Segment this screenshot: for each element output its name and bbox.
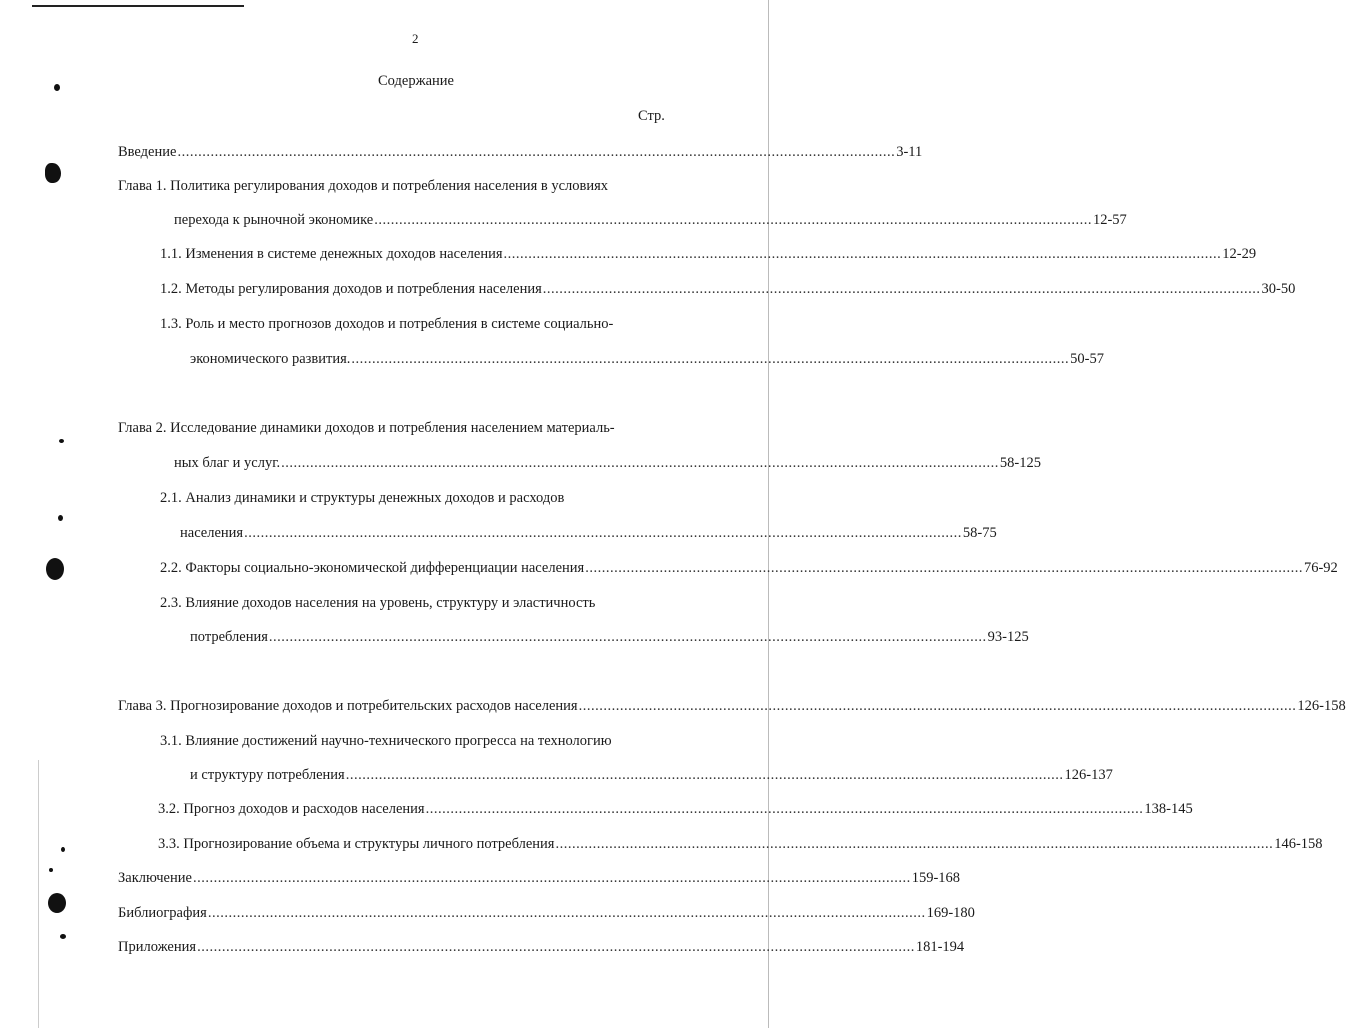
leader-dots: ..............................................................................................................................................................................	[351, 351, 1070, 367]
leader-dots: ..............................................................................................................................................................................	[578, 698, 1297, 714]
toc-entry	[180, 524, 997, 542]
leader-dots: ..............................................................................................................................................................................	[542, 281, 1261, 297]
toc-entry-label: 1.2. Методы регулирования доходов и потребления населения	[160, 281, 542, 297]
leader-dots: ..............................................................................................................................................................................	[555, 836, 1274, 852]
toc-entry	[160, 280, 1296, 298]
ink-blot	[61, 847, 65, 852]
toc-entry-pages: 58-75	[962, 525, 997, 541]
leader-dots: ..............................................................................................................................................................................	[503, 246, 1222, 262]
toc-entry-label: 1.3. Роль и место прогнозов доходов и потребления в системе социально-	[160, 316, 614, 332]
toc-entry-pages: 76-92	[1303, 560, 1338, 576]
toc-entry-label: 2.2. Факторы социально-экономической дифференциации населения	[160, 560, 585, 576]
toc-entry	[158, 835, 1323, 853]
page-column-header: Стр.	[638, 108, 665, 124]
toc-entry-label: перехода к рыночной экономике	[174, 212, 374, 228]
toc-entry	[118, 869, 961, 887]
toc-entry-pages: 30-50	[1261, 281, 1296, 297]
toc-entry	[118, 143, 923, 161]
leader-dots: ..............................................................................................................................................................................	[345, 767, 1064, 783]
toc-entry	[158, 800, 1193, 818]
toc-entry-pages: 169-180	[926, 905, 975, 921]
toc-entry-pages: 93-125	[987, 629, 1029, 645]
ink-blot	[48, 893, 66, 913]
toc-entry-pages: 3-11	[896, 144, 923, 160]
toc-entry-label: 2.3. Влияние доходов населения на уровень, структуру и эластичность	[160, 595, 596, 611]
ink-blot	[49, 868, 53, 872]
ink-blot	[45, 163, 61, 183]
leader-dots: ..............................................................................................................................................................................	[244, 525, 962, 541]
toc-entry	[160, 245, 1257, 263]
leader-dots: ..............................................................................................................................................................................	[281, 455, 999, 471]
ink-blot	[54, 84, 60, 91]
toc-entry-pages: 146-158	[1274, 836, 1323, 852]
leader-dots: ..............................................................................................................................................................................	[197, 939, 915, 955]
toc-entry-label: 3.2. Прогноз доходов и расходов населения	[158, 801, 425, 817]
toc-entry	[190, 350, 1104, 368]
toc-entry-label: 3.1. Влияние достижений научно-технического прогресса на технологию	[160, 733, 612, 749]
toc-entry-label: экономического развития.	[190, 351, 351, 367]
toc-entry-pages: 58-125	[999, 455, 1041, 471]
toc-entry-pages: 126-158	[1297, 698, 1346, 714]
toc-entry	[190, 628, 1029, 646]
toc-entry-label: ных благ и услуг.	[174, 455, 281, 471]
scan-edge-line	[32, 5, 244, 7]
toc-entry-pages: 181-194	[915, 939, 965, 955]
leader-dots: ..............................................................................................................................................................................	[425, 801, 1144, 817]
ink-blot	[46, 558, 64, 580]
toc-entry-pages: 12-57	[1092, 212, 1127, 228]
toc-entry-label: 2.1. Анализ динамики и структуры денежных доходов и расходов	[160, 490, 565, 506]
page-number: 2	[412, 31, 419, 46]
toc-entry-label: 1.1. Изменения в системе денежных доходов населения	[160, 246, 503, 262]
leader-dots: ..............................................................................................................................................................................	[207, 905, 926, 921]
ink-blot	[58, 515, 63, 521]
leader-dots: ..............................................................................................................................................................................	[585, 560, 1303, 576]
toc-entry-label: потребления	[190, 629, 268, 645]
toc-entry-pages: 126-137	[1064, 767, 1113, 783]
toc-entry-label: Глава 2. Исследование динамики доходов и потребления населением материаль-	[118, 420, 615, 436]
toc-entry-label: Приложения	[118, 939, 197, 955]
ink-blot	[59, 439, 64, 443]
leader-dots: ..............................................................................................................................................................................	[192, 870, 911, 886]
toc-entry-pages: 138-145	[1144, 801, 1193, 817]
toc-entry-pages: 50-57	[1070, 351, 1104, 367]
leader-dots: ..............................................................................................................................................................................	[374, 212, 1092, 228]
toc-entry-label: населения	[180, 525, 244, 541]
toc-entry	[118, 697, 1346, 715]
toc-entry	[160, 559, 1338, 577]
toc-entry-pages: 12-29	[1222, 246, 1257, 262]
toc-entry-label: Глава 3. Прогнозирование доходов и потребительских расходов населения	[118, 698, 578, 714]
toc-entry-label: Заключение	[118, 870, 192, 886]
page-title: Содержание	[378, 73, 454, 89]
toc-entry	[174, 211, 1127, 229]
toc-entry-label: Библиография	[118, 905, 207, 921]
scan-edge-line	[38, 760, 39, 1028]
toc-entry	[174, 454, 1041, 472]
toc-entry	[118, 938, 965, 956]
ink-blot	[60, 934, 66, 939]
toc-entry-label: 3.3. Прогнозирование объема и структуры личного потребления	[158, 836, 555, 852]
leader-dots: ..............................................................................................................................................................................	[268, 629, 987, 645]
leader-dots: ..............................................................................................................................................................................	[177, 144, 896, 160]
toc-entry-label: и структуру потребления	[190, 767, 345, 783]
toc-entry	[118, 904, 975, 922]
toc-entry-pages: 159-168	[911, 870, 961, 886]
toc-entry-label: Глава 1. Политика регулирования доходов и потребления населения в условиях	[118, 178, 609, 194]
toc-entry	[190, 766, 1113, 784]
toc-entry-label: Введение	[118, 144, 177, 160]
